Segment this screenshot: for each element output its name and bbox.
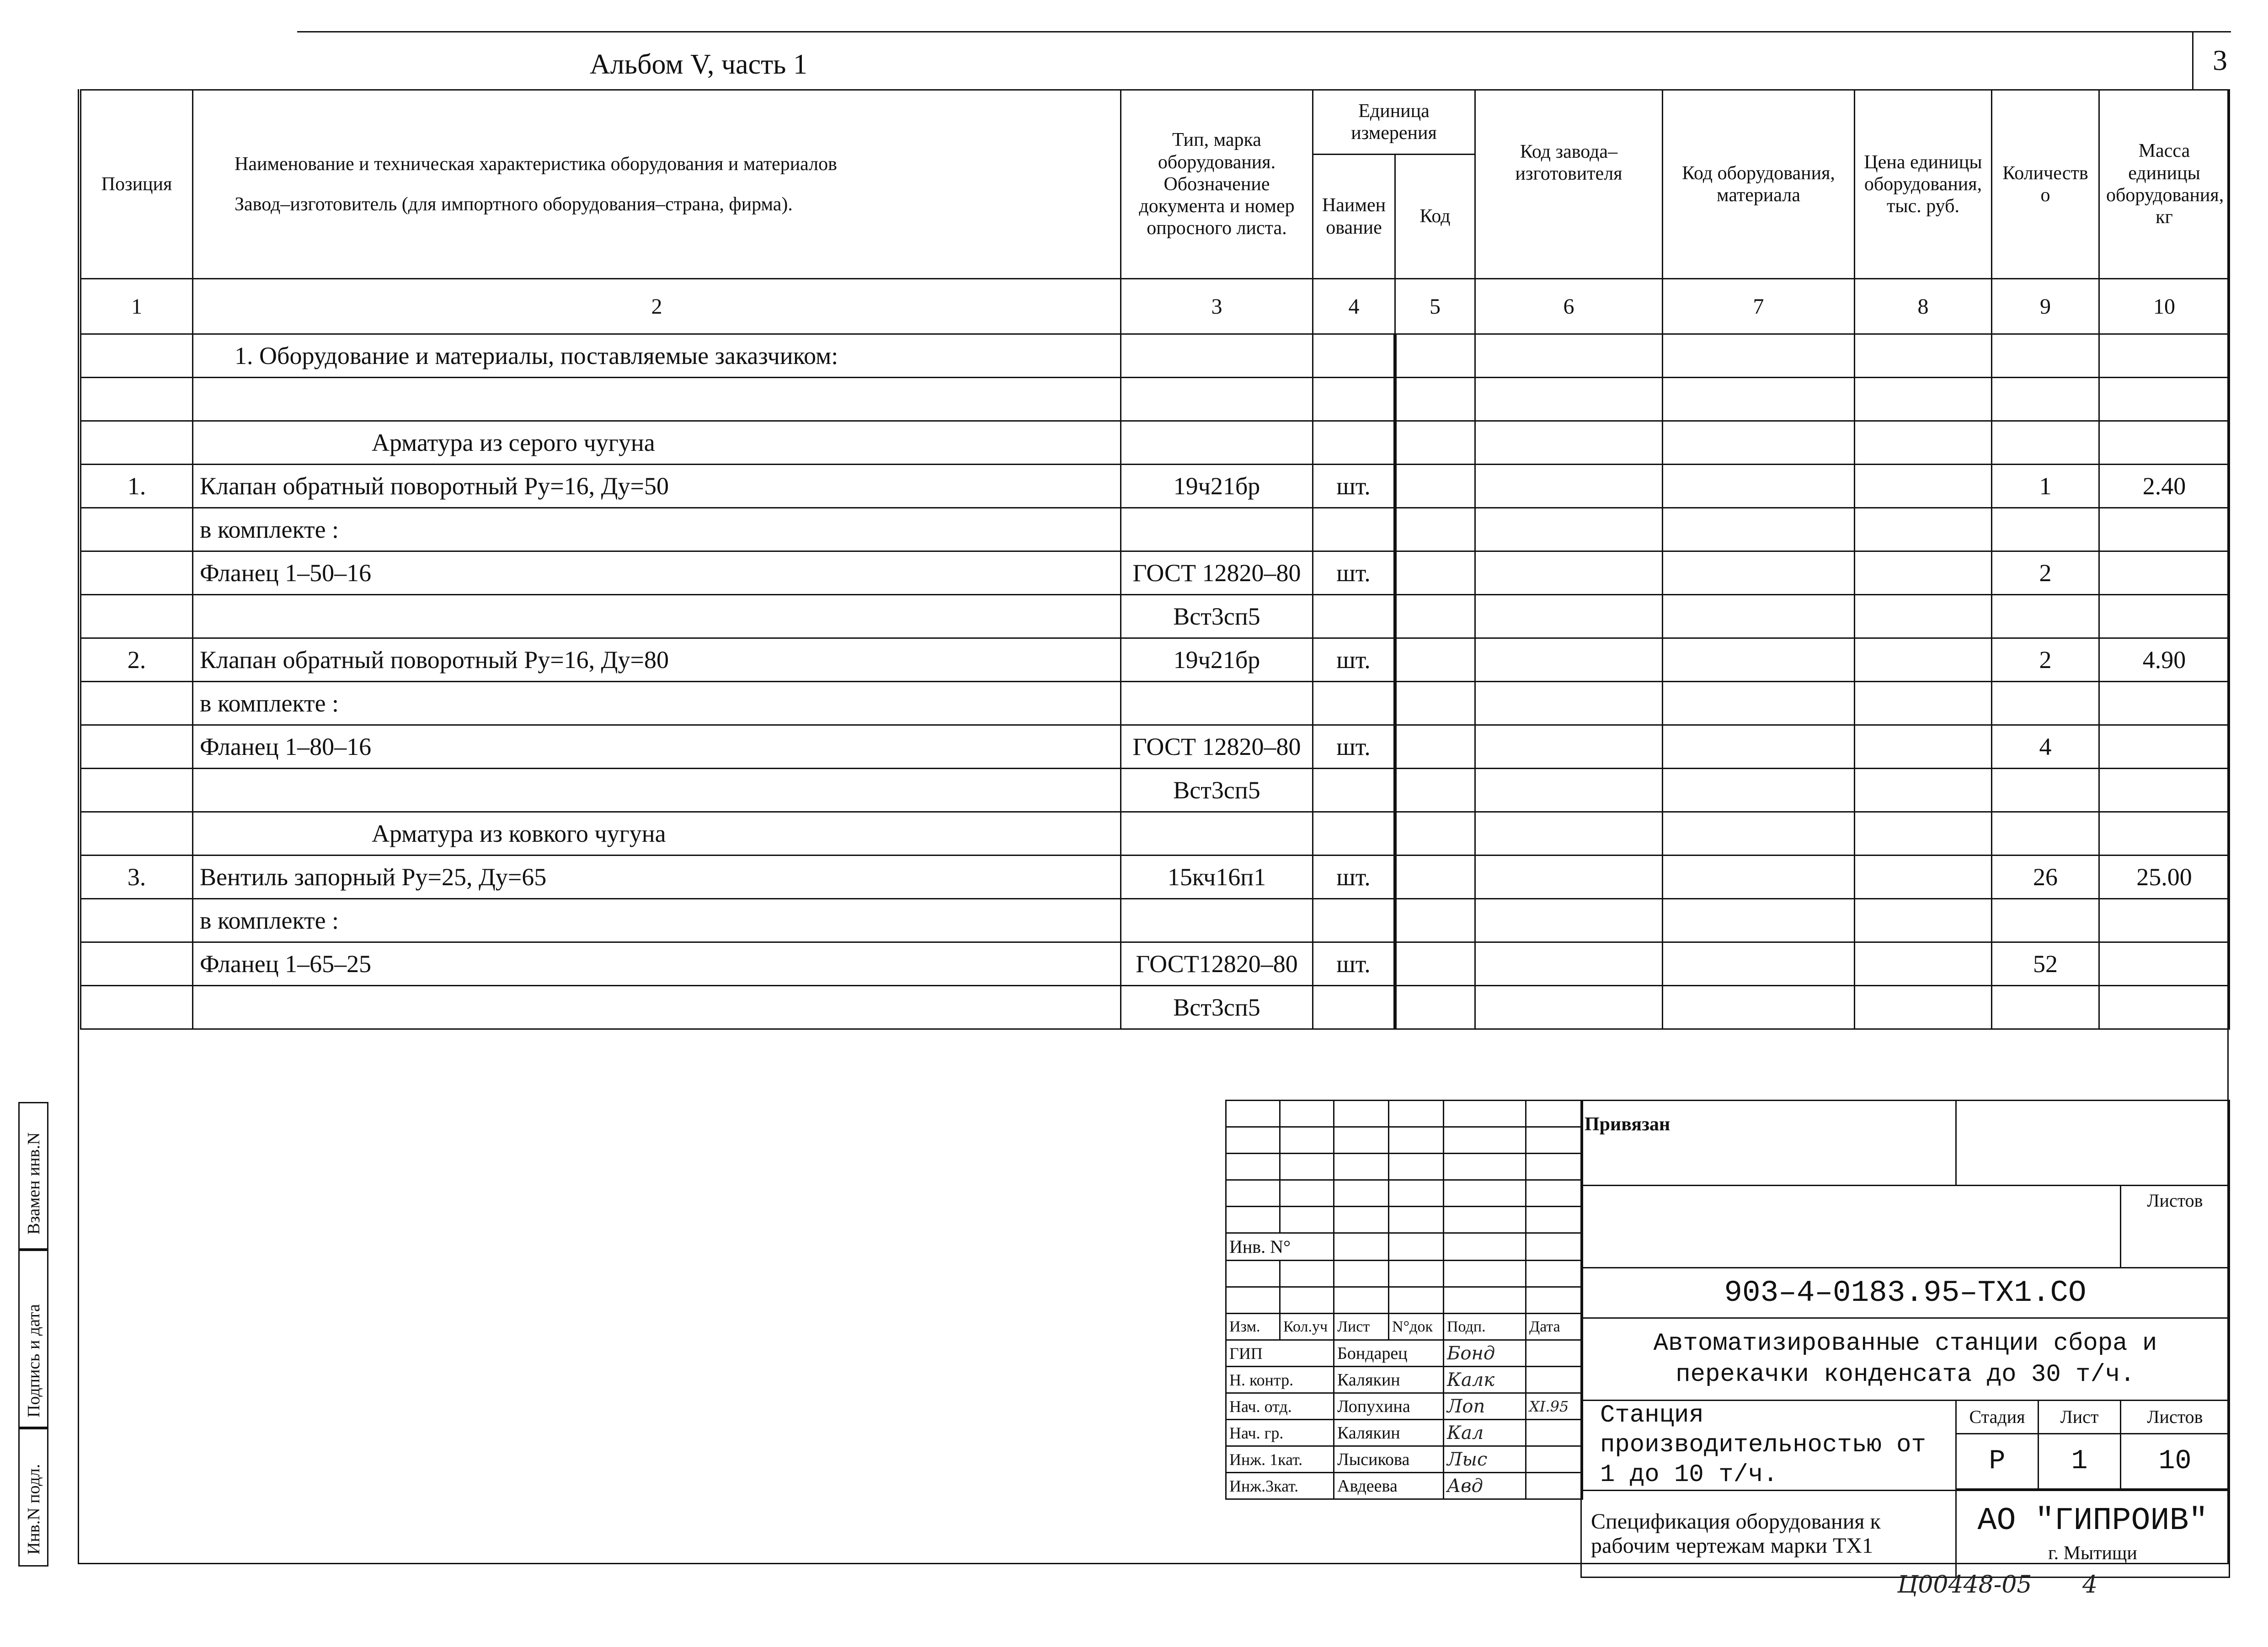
page-number: 3 [2213,44,2227,76]
handwritten-number: 4 [2082,1571,2098,1599]
cell-unit-code [1395,421,1475,465]
header-name [193,90,1121,279]
cell-mass [2099,378,2230,421]
cell-unit-name [1313,899,1395,942]
cell-factory-code [1475,595,1663,638]
cell-equipment-code [1663,812,1855,856]
cell-unit-code [1395,986,1475,1029]
cell-price [1855,638,1992,682]
cell-name: Клапан обратный поворотный Ру=16, Ду=50 [193,465,1121,508]
cell-factory-code [1475,725,1663,769]
col-num-1: 1 [81,279,193,334]
cell-unit-code [1395,682,1475,725]
cell-position [81,508,193,551]
cell-unit-code [1395,769,1475,812]
signature-name: Авдеева [1334,1473,1444,1499]
cell-type: Вст3сп5 [1121,595,1313,638]
cell-factory-code [1475,638,1663,682]
cell-unit-code [1395,812,1475,856]
cell-price [1855,465,1992,508]
signature-date [1526,1367,1583,1393]
cell-position [81,682,193,725]
cell-price [1855,378,1992,421]
cell-factory-code [1475,942,1663,986]
cell-unit-name [1313,378,1395,421]
cell-price [1855,942,1992,986]
header-position: Позиция [81,90,193,279]
signature-date [1526,1420,1583,1446]
cell-type: ГОСТ 12820–80 [1121,725,1313,769]
revision-row [1226,1154,1583,1180]
cell-equipment-code [1663,465,1855,508]
cell-unit-code [1395,378,1475,421]
cell-position [81,769,193,812]
cell-name: Вентиль запорный Ру=25, Ду=65 [193,856,1121,899]
cell-equipment-code [1663,638,1855,682]
cell-name: в комплекте : [193,508,1121,551]
col-num-9: 9 [1992,279,2099,334]
org-name: АО "ГИПРОИВ" [1977,1503,2208,1539]
table-row [81,378,2230,421]
cell-type [1121,682,1313,725]
col-head-data: Дата [1526,1314,1583,1340]
cell-equipment-code [1663,421,1855,465]
cell-unit-name: шт. [1313,942,1395,986]
cell-type [1121,812,1313,856]
header-price: Цена единицы оборудования, тыс. руб. [1855,90,1992,279]
col-num-6: 6 [1475,279,1663,334]
page-number-divider [2192,31,2193,90]
cell-mass [2099,986,2230,1029]
cell-quantity: 2 [1992,551,2099,595]
cell-quantity [1992,682,2099,725]
table-row [81,551,2230,595]
listov-top-label: Листов [2121,1186,2230,1268]
col-num-3: 3 [1121,279,1313,334]
cell-mass [2099,725,2230,769]
cell-subheading: Арматура из серого чугуна [193,421,1121,465]
cell-mass: 2.40 [2099,465,2230,508]
document-code: 903–4–0183.95–ТХ1.СО [1581,1268,2230,1318]
cell-price [1855,986,1992,1029]
signature-row [1226,1340,1583,1367]
col-num-8: 8 [1855,279,1992,334]
cell-price [1855,769,1992,812]
album-label: Альбом V, часть 1 [590,49,807,80]
cell-quantity: 2 [1992,638,2099,682]
signature-mark: Лыс [1444,1446,1526,1473]
cell-unit-name: шт. [1313,856,1395,899]
col-head-list: Лист [1334,1314,1389,1340]
side-stamp-orig-inv: Инв.N подл. [24,1464,43,1555]
table-row [81,638,2230,682]
spec-body [81,378,2230,1029]
cell-factory-code [1475,769,1663,812]
col-num-7: 7 [1663,279,1855,334]
cell-mass [2099,551,2230,595]
cell-equipment-code [1663,769,1855,812]
cell-price [1855,725,1992,769]
cell-unit-code [1395,638,1475,682]
cell-equipment-code [1663,378,1855,421]
signature-role: Нач. отд. [1226,1393,1334,1420]
col-num-5: 5 [1395,279,1475,334]
cell-equipment-code [1663,725,1855,769]
cell-type: 15кч16п1 [1121,856,1313,899]
cell-mass [2099,769,2230,812]
header-unit-name: Наименование [1313,155,1395,279]
column-numbers-row [81,279,2230,334]
cell-unit-name [1313,812,1395,856]
cell-unit-name [1313,769,1395,812]
cell-equipment-code [1663,986,1855,1029]
cell-unit-name: шт. [1313,725,1395,769]
signature-role: Инж. 1кат. [1226,1446,1334,1473]
cell-unit-code [1395,856,1475,899]
cell-position [81,812,193,856]
cell-position [81,986,193,1029]
signature-date [1526,1340,1583,1367]
listov-label: Листов [2121,1401,2230,1434]
cell-factory-code [1475,812,1663,856]
cell-price [1855,856,1992,899]
signature-role: Нач. гр. [1226,1420,1334,1446]
table-row [81,856,2230,899]
table-row [81,769,2230,812]
handwritten-code: Ц00448-05 [1897,1571,2032,1599]
table-row [81,465,2230,508]
cell-price [1855,421,1992,465]
table-row [81,986,2230,1029]
cell-price [1855,899,1992,942]
cell-factory-code [1475,899,1663,942]
cell-unit-name: шт. [1313,465,1395,508]
signature-role: Инж.3кат. [1226,1473,1334,1499]
cell-price [1855,595,1992,638]
cell-position [81,725,193,769]
cell-type: Вст3сп5 [1121,769,1313,812]
cell-equipment-code [1663,508,1855,551]
cell-mass [2099,508,2230,551]
header-factory-code: Код завода–изготовителя [1475,90,1663,279]
col-num-10: 10 [2099,279,2230,334]
signature-name: Калякин [1334,1420,1444,1446]
cell-equipment-code [1663,942,1855,986]
cell-position [81,595,193,638]
cell-name [193,595,1121,638]
cell-quantity [1992,812,2099,856]
cell-mass: 25.00 [2099,856,2230,899]
inv-number-label: Инв. N° [1226,1233,1334,1261]
cell-position: 1. [81,465,193,508]
col-head-koluch: Кол.уч [1280,1314,1334,1340]
cell-type: 19ч21бр [1121,465,1313,508]
cell-unit-code [1395,899,1475,942]
cell-quantity [1992,421,2099,465]
cell-quantity [1992,378,2099,421]
cell-name: Фланец 1–80–16 [193,725,1121,769]
col-num-4: 4 [1313,279,1395,334]
section-title-row [81,334,2230,378]
signature-role: ГИП [1226,1340,1334,1367]
cell-name: Фланец 1–50–16 [193,551,1121,595]
table-row [81,682,2230,725]
cell-unit-code [1395,595,1475,638]
stadia-value: Р [1956,1433,2039,1489]
cell-name: в комплекте : [193,899,1121,942]
cell-factory-code [1475,465,1663,508]
cell-quantity [1992,986,2099,1029]
signature-mark: Авд [1444,1473,1526,1499]
signature-mark: Калк [1444,1367,1526,1393]
cell-unit-code [1395,725,1475,769]
side-stamp-replaced-inv: Взамен инв.N [24,1132,43,1235]
specification-table [80,89,2230,1030]
table-row [81,508,2230,551]
cell-unit-code [1395,465,1475,508]
cell-unit-name [1313,508,1395,551]
signature-row [1226,1367,1583,1393]
header-name-line1: Наименование и техническая характеристика оборудования и материалов [235,153,837,175]
revision-row [1226,1127,1583,1154]
list-label: Лист [2039,1401,2121,1434]
list-value: 1 [2039,1433,2121,1489]
cell-position: 3. [81,856,193,899]
signature-name: Лысикова [1334,1446,1444,1473]
signature-name: Бондарец [1334,1340,1444,1367]
cell-quantity [1992,899,2099,942]
cell-factory-code [1475,856,1663,899]
cell-equipment-code [1663,856,1855,899]
table-row [81,899,2230,942]
cell-quantity [1992,508,2099,551]
cell-mass [2099,942,2230,986]
col-num-2: 2 [193,279,1121,334]
cell-quantity: 52 [1992,942,2099,986]
section-title: 1. Оборудование и материалы, поставляемые заказчиком: [193,334,1121,378]
listov-value: 10 [2121,1433,2230,1489]
table-row [81,812,2230,856]
header-mass: Масса единицы оборудования, кг [2099,90,2230,279]
cell-price [1855,682,1992,725]
signature-date [1526,1446,1583,1473]
cell-factory-code [1475,682,1663,725]
cell-name [193,378,1121,421]
cell-unit-name: шт. [1313,638,1395,682]
cell-name: Клапан обратный поворотный Ру=16, Ду=80 [193,638,1121,682]
frame-left [78,89,79,1564]
revision-row [1226,1207,1583,1233]
cell-subheading: Арматура из ковкого чугуна [193,812,1121,856]
cell-unit-name [1313,986,1395,1029]
cell-position [81,378,193,421]
cell-position [81,551,193,595]
cell-quantity: 4 [1992,725,2099,769]
cell-name [193,769,1121,812]
cell-mass [2099,595,2230,638]
cell-price [1855,812,1992,856]
privyazan-label: Привязан [1581,1101,1956,1186]
cell-factory-code [1475,986,1663,1029]
revision-row [1226,1101,1583,1127]
cell-unit-name [1313,421,1395,465]
cell-price [1855,551,1992,595]
cell-mass [2099,899,2230,942]
signature-mark: Лоп [1444,1393,1526,1420]
cell-position [81,421,193,465]
title-block-main [1580,1100,2230,1578]
cell-type: ГОСТ 12820–80 [1121,551,1313,595]
cell-equipment-code [1663,595,1855,638]
cell-price [1855,508,1992,551]
cell-equipment-code [1663,682,1855,725]
header-type: Тип, марка оборудования. Обозначение документа и номер опросного листа. [1121,90,1313,279]
cell-type [1121,899,1313,942]
signature-name: Лопухина [1334,1393,1444,1420]
cell-name: Фланец 1–65–25 [193,942,1121,986]
cell-factory-code [1475,421,1663,465]
signature-row [1226,1473,1583,1499]
station-title: Станция производительностью от 1 до 10 т/ч. [1581,1401,1956,1491]
cell-equipment-code [1663,551,1855,595]
header-name-line2: Завод–изготовитель (для импортного оборудования–страна, фирма). [235,194,793,215]
cell-mass [2099,682,2230,725]
cell-type: Вст3сп5 [1121,986,1313,1029]
cell-quantity [1992,769,2099,812]
cell-type [1121,508,1313,551]
cell-position [81,899,193,942]
cell-position [81,942,193,986]
revision-row [1226,1180,1583,1207]
cell-position: 2. [81,638,193,682]
signature-row [1226,1446,1583,1473]
cell-unit-name: шт. [1313,551,1395,595]
side-stamp-signature-date: Подпись и дата [24,1304,43,1417]
signature-date: XI.95 [1526,1393,1583,1420]
header-unit: Единица измерения [1313,90,1475,155]
signature-row [1226,1420,1583,1446]
header-quantity: Количество [1992,90,2099,279]
project-title: Автоматизированные станции сбора и перекачки конденсата до 30 т/ч. [1581,1318,2230,1401]
cell-factory-code [1475,378,1663,421]
cell-quantity: 1 [1992,465,2099,508]
cell-unit-code [1395,508,1475,551]
cell-unit-code [1395,551,1475,595]
cell-name [193,986,1121,1029]
table-row [81,595,2230,638]
signature-date [1526,1473,1583,1499]
header-row-1 [81,90,2230,155]
signature-name: Калякин [1334,1367,1444,1393]
cell-type [1121,378,1313,421]
table-row [81,942,2230,986]
header-equipment-code: Код оборудования, материала [1663,90,1855,279]
cell-mass: 4.90 [2099,638,2230,682]
table-row [81,725,2230,769]
col-head-izm: Изм. [1226,1314,1280,1340]
top-frame-line [297,31,2231,32]
cell-name: в комплекте : [193,682,1121,725]
org-block [1956,1491,2230,1577]
cell-mass [2099,812,2230,856]
cell-mass [2099,421,2230,465]
signature-mark: Бонд [1444,1340,1526,1367]
signature-row [1226,1393,1583,1420]
cell-type: ГОСТ12820–80 [1121,942,1313,986]
signature-mark: Кал [1444,1420,1526,1446]
cell-unit-name [1313,682,1395,725]
title-block-signatures [1225,1100,1583,1500]
col-head-ndok: N°док [1389,1314,1444,1340]
cell-unit-name [1313,595,1395,638]
cell-unit-code [1395,942,1475,986]
cell-type [1121,421,1313,465]
cell-type: 19ч21бр [1121,638,1313,682]
org-city: г. Мытищи [2048,1542,2137,1564]
cell-factory-code [1475,551,1663,595]
header-unit-code: Код [1395,155,1475,279]
signature-role: Н. контр. [1226,1367,1334,1393]
cell-quantity: 26 [1992,856,2099,899]
col-head-podp: Подп. [1444,1314,1526,1340]
stadia-label: Стадия [1956,1401,2039,1434]
table-row [81,421,2230,465]
spec-title: Спецификация оборудования к рабочим чертежам марки ТХ1 [1581,1491,1956,1577]
cell-quantity [1992,595,2099,638]
cell-equipment-code [1663,899,1855,942]
cell-factory-code [1475,508,1663,551]
